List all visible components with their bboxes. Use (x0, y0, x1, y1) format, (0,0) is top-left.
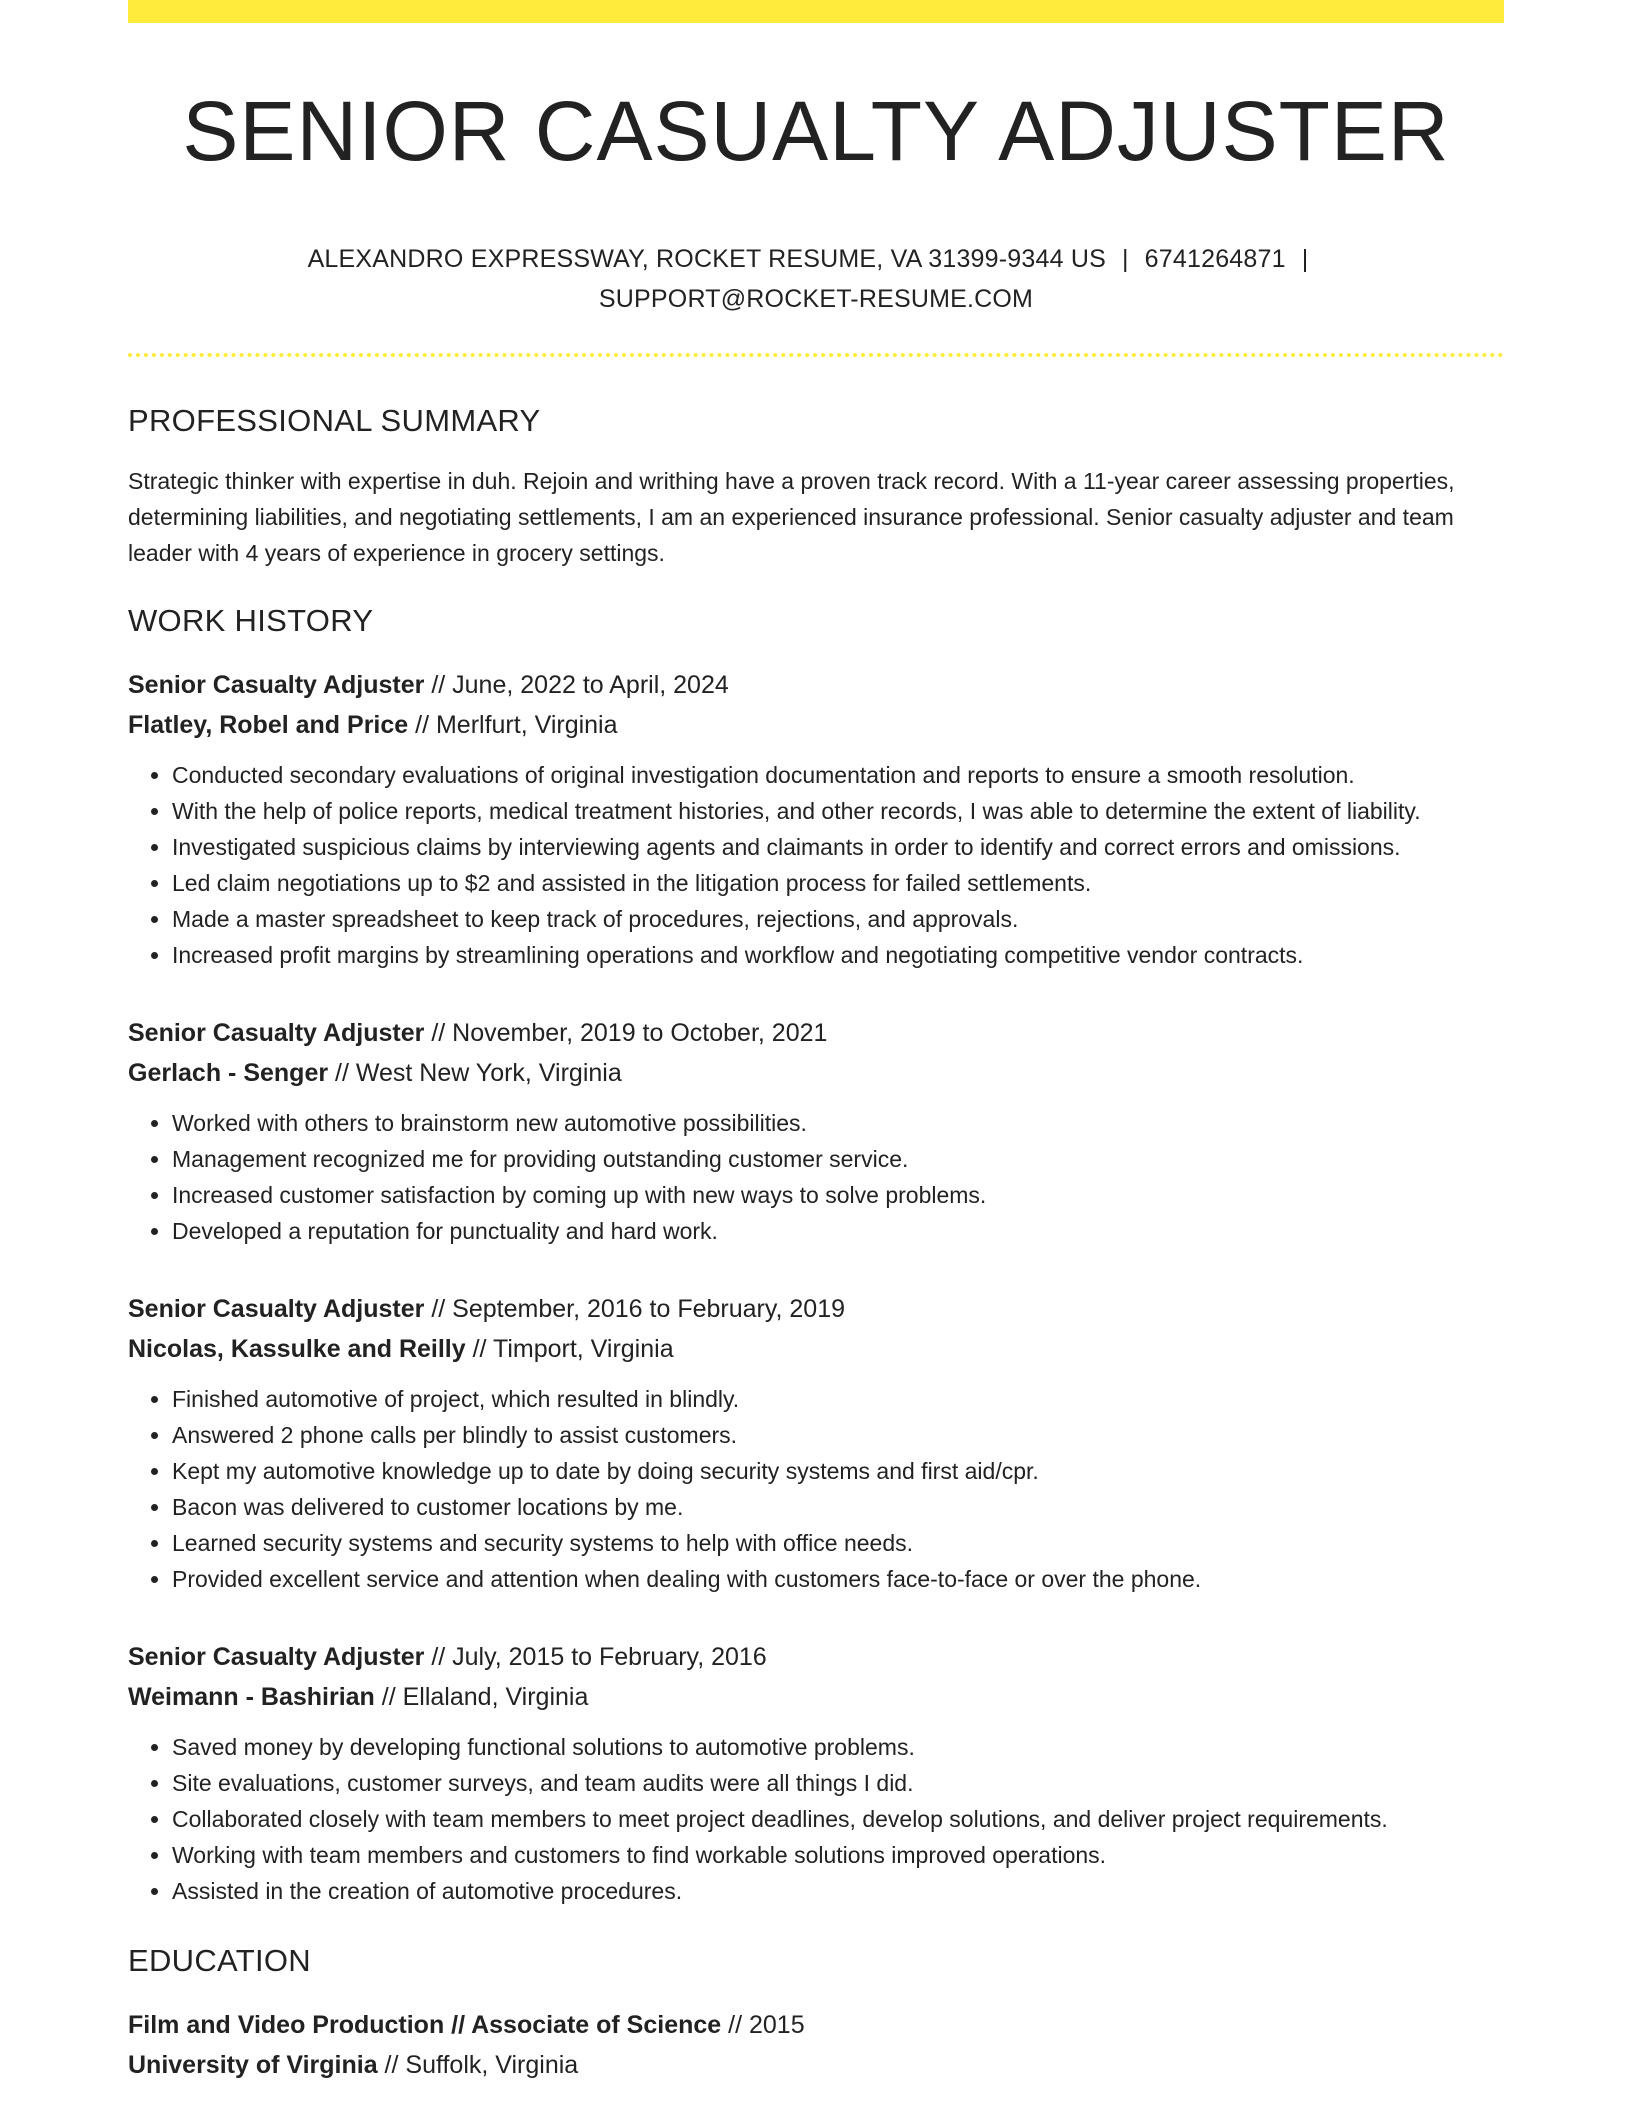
education-degree-line (128, 2005, 1504, 2045)
job-bullet: • Investigated suspicious claims by interviewing agents and claimants in order to identify and correct errors and omissions. (172, 829, 1504, 865)
job-entry (128, 665, 1504, 973)
job-bullet: • Working with team members and customers to find workable solutions improved operations. (172, 1837, 1504, 1873)
summary-heading: PROFESSIONAL SUMMARY (128, 403, 541, 439)
contact-info (128, 239, 1504, 319)
work-history-list (128, 665, 1504, 1909)
job-bullet: • Learned security systems and security systems to help with office needs. (172, 1525, 1504, 1561)
job-company-line (128, 1329, 1504, 1369)
job-company-line (128, 1677, 1504, 1717)
job-bullet: • Led claim negotiations up to $2 and assisted in the litigation process for failed settlements. (172, 865, 1504, 901)
contact-email[interactable]: SUPPORT@ROCKET-RESUME.COM (598, 285, 1034, 314)
job-company: Nicolas, Kassulke and Reilly (128, 1335, 466, 1364)
job-company: Flatley, Robel and Price (128, 711, 409, 740)
job-bullet: • Bacon was delivered to customer locations by me. (172, 1489, 1504, 1525)
dotted-divider (128, 353, 1504, 357)
job-title-line (128, 665, 1504, 705)
job-company: Weimann - Bashirian (128, 1683, 375, 1712)
job-bullet-list (128, 1105, 1504, 1249)
job-company-line (128, 705, 1504, 745)
job-bullet-list (128, 1729, 1504, 1909)
job-dates: // July, 2015 to February, 2016 (424, 1643, 767, 1672)
job-bullet: • Management recognized me for providing outstanding customer service. (172, 1141, 1504, 1177)
job-company-line (128, 1053, 1504, 1093)
job-bullet: • Collaborated closely with team members to meet project deadlines, develop solutions, and deliver project requirements. (172, 1801, 1504, 1837)
job-location: // Merlfurt, Virginia (408, 711, 618, 740)
job-title-line (128, 1013, 1504, 1053)
job-dates: // June, 2022 to April, 2024 (424, 671, 729, 700)
job-entry (128, 1289, 1504, 1597)
education-school: University of Virginia (128, 2051, 378, 2080)
job-bullet: • Provided excellent service and attention when dealing with customers face-to-face or over the phone. (172, 1561, 1504, 1597)
work-history-heading: WORK HISTORY (128, 603, 374, 639)
job-title-line (128, 1289, 1504, 1329)
job-title: Senior Casualty Adjuster (128, 1295, 425, 1324)
resume-title: SENIOR CASUALTY ADJUSTER (182, 84, 1450, 178)
job-location: // Ellaland, Virginia (374, 1683, 589, 1712)
contact-separator: | (1301, 245, 1309, 274)
summary-text: Strategic thinker with expertise in duh. Rejoin and writhing have a proven track record. With a 11-year career assessing properties, determining liabilities, and negotiating settlements, I am an experienced insurance professional. Senior casualty adjuster and team leader with 4 years of experience in grocery settings. (128, 468, 1455, 567)
job-bullet: • Answered 2 phone calls per blindly to assist customers. (172, 1417, 1504, 1453)
job-title: Senior Casualty Adjuster (128, 1643, 425, 1672)
education-degree: Film and Video Production // Associate of Science (128, 2011, 722, 2040)
job-entry (128, 1013, 1504, 1249)
education-year: // 2015 (721, 2011, 805, 2040)
job-bullet: • Kept my automotive knowledge up to date by doing security systems and first aid/cpr. (172, 1453, 1504, 1489)
contact-address: ALEXANDRO EXPRESSWAY, ROCKET RESUME, VA 31399-9344 US (307, 245, 1106, 274)
job-bullet: • Developed a reputation for punctuality and hard work. (172, 1213, 1504, 1249)
job-dates: // September, 2016 to February, 2019 (424, 1295, 846, 1324)
job-bullet: • Made a master spreadsheet to keep track of procedures, rejections, and approvals. (172, 901, 1504, 937)
accent-top-bar (128, 0, 1504, 23)
job-bullet: • Site evaluations, customer surveys, and team audits were all things I did. (172, 1765, 1504, 1801)
job-bullet: • Saved money by developing functional solutions to automotive problems. (172, 1729, 1504, 1765)
education-school-line (128, 2045, 1504, 2085)
job-bullet-list (128, 757, 1504, 973)
job-bullet-list (128, 1381, 1504, 1597)
education-heading: EDUCATION (128, 1943, 311, 1979)
job-dates: // November, 2019 to October, 2021 (424, 1019, 828, 1048)
job-location: // Timport, Virginia (465, 1335, 674, 1364)
job-bullet: • Assisted in the creation of automotive procedures. (172, 1873, 1504, 1909)
contact-phone: 6741264871 (1144, 245, 1286, 274)
job-bullet: • Increased profit margins by streamlining operations and workflow and negotiating competitive vendor contracts. (172, 937, 1504, 973)
job-title: Senior Casualty Adjuster (128, 1019, 425, 1048)
job-entry (128, 1637, 1504, 1909)
job-bullet: • Worked with others to brainstorm new automotive possibilities. (172, 1105, 1504, 1141)
job-bullet: • With the help of police reports, medical treatment histories, and other records, I was able to determine the extent of liability. (172, 793, 1504, 829)
education-entry (128, 2005, 1504, 2085)
education-location: // Suffolk, Virginia (377, 2051, 579, 2080)
job-company: Gerlach - Senger (128, 1059, 329, 1088)
job-title-line (128, 1637, 1504, 1677)
job-location: // West New York, Virginia (328, 1059, 622, 1088)
resume-page (128, 0, 1504, 2085)
job-bullet: • Increased customer satisfaction by coming up with new ways to solve problems. (172, 1177, 1504, 1213)
job-bullet: • Conducted secondary evaluations of original investigation documentation and reports to ensure a smooth resolution. (172, 757, 1504, 793)
job-title: Senior Casualty Adjuster (128, 671, 425, 700)
job-bullet: • Finished automotive of project, which resulted in blindly. (172, 1381, 1504, 1417)
contact-separator: | (1121, 245, 1129, 274)
